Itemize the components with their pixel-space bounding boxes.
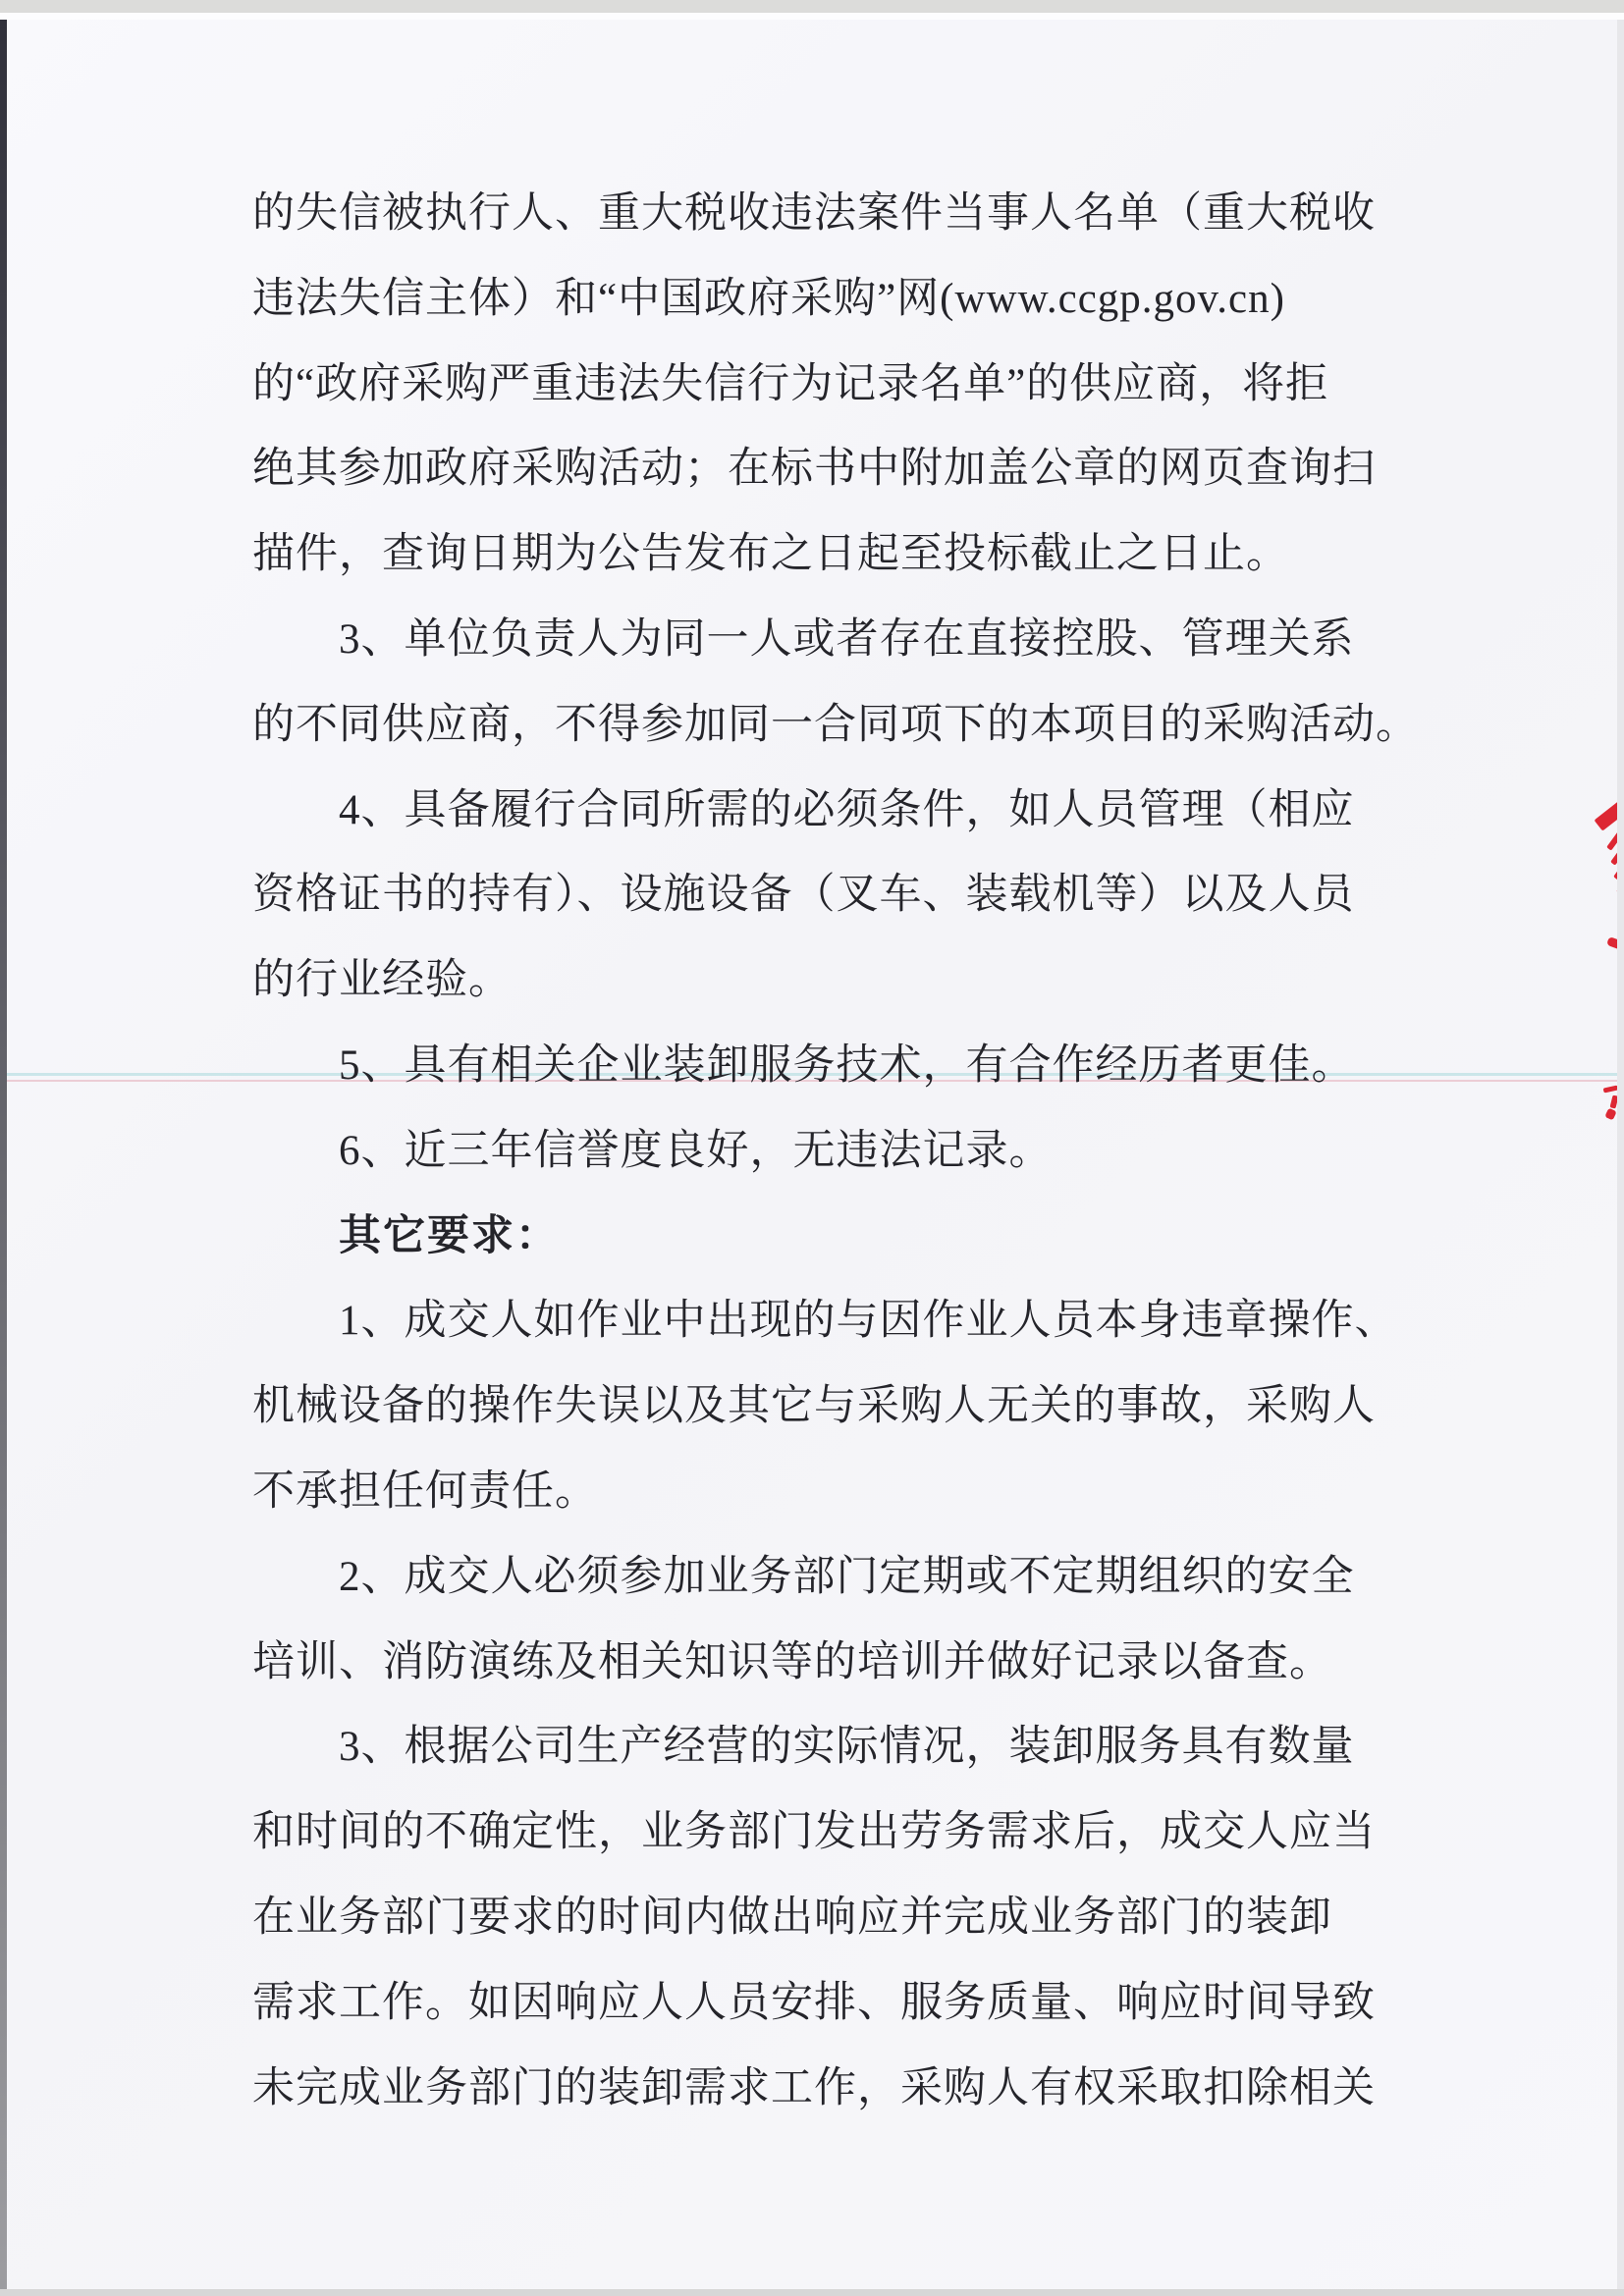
text-line: 的不同供应商，不得参加同一合同项下的本项目的采购活动。 [252, 701, 1419, 748]
text-line: 不承担任何责任。 [252, 1468, 598, 1515]
text-line: 的行业经验。 [252, 957, 512, 1004]
text-line: 绝其参加政府采购活动；在标书中附加盖公章的网页查询扫 [252, 446, 1376, 493]
red-stamp-fragment [1603, 1085, 1619, 1093]
text-line: 培训、消防演练及相关知识等的培训并做好记录以备查。 [252, 1638, 1332, 1685]
section-heading: 其它要求： [339, 1212, 560, 1259]
red-stamp-fragment [1604, 1108, 1616, 1121]
scan-edge-right [1617, 0, 1624, 2296]
text-line: 未完成业务部门的装卸需求工作，采购人有权采取扣除相关 [252, 2064, 1376, 2111]
text-line: 4、具备履行合同所需的必须条件，如人员管理（相应 [339, 786, 1355, 833]
text-line: 3、单位负责人为同一人或者存在直接控股、管理关系 [339, 615, 1355, 663]
text-line: 机械设备的操作失误以及其它与采购人无关的事故，采购人 [252, 1383, 1376, 1430]
text-line: 6、近三年信誉度良好，无违法记录。 [339, 1127, 1053, 1174]
text-line: 5、具有相关企业装卸服务技术，有合作经历者更佳。 [339, 1041, 1355, 1089]
text-line: 2、成交人必须参加业务部门定期或不定期组织的安全 [339, 1553, 1355, 1600]
text-line: 和时间的不确定性，业务部门发出劳务需求后，成交人应当 [252, 1809, 1376, 1856]
text-line: 的失信被执行人、重大税收违法案件当事人名单（重大税收 [252, 190, 1376, 237]
text-block [252, 187, 1419, 2146]
text-line: 描件，查询日期为公告发布之日起至投标截止之日止。 [252, 531, 1289, 578]
text-line: 在业务部门要求的时间内做出响应并完成业务部门的装卸 [252, 1894, 1332, 1941]
text-line: 的“政府采购严重违法失信行为记录名单”的供应商，将拒 [252, 360, 1329, 407]
text-line: 3、根据公司生产经营的实际情况，装卸服务具有数量 [339, 1724, 1355, 1771]
text-line: 资格证书的持有）、设施设备（叉车、装载机等）以及人员 [252, 872, 1355, 919]
scan-edge-bottom [0, 2289, 1624, 2296]
scan-edge-left [0, 14, 7, 2296]
text-line: 违法失信主体）和“中国政府采购”网(www.ccgp.gov.cn) [252, 275, 1285, 322]
text-line: 需求工作。如因响应人人员安排、服务质量、响应时间导致 [252, 1979, 1376, 2026]
scan-edge-top [0, 0, 1624, 20]
text-line: 1、成交人如作业中出现的与因作业人员本身违章操作、 [339, 1298, 1398, 1345]
